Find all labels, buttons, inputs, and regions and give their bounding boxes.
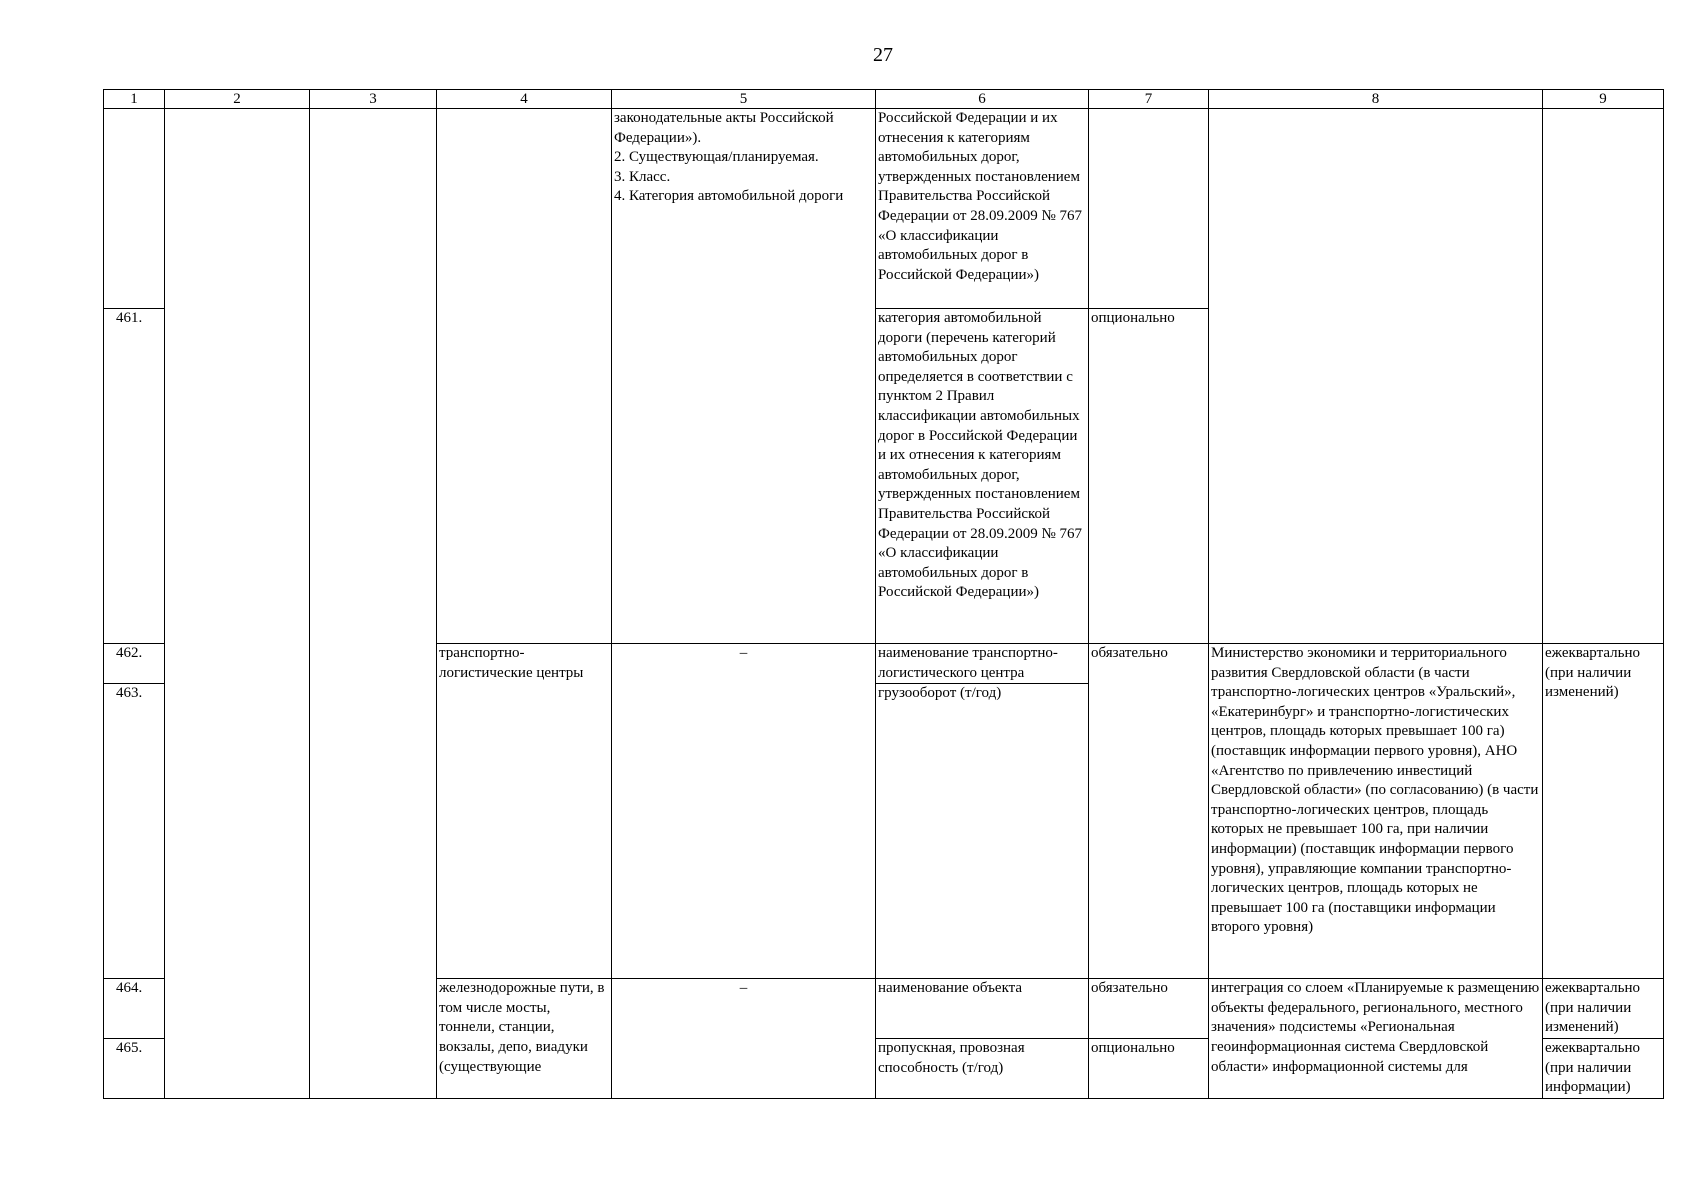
column-header: 4 <box>437 90 612 109</box>
row-number: 465. <box>104 1039 165 1099</box>
header-row <box>104 90 1664 109</box>
col9-cell: ежеквартально (при наличии изменений) <box>1543 979 1664 1039</box>
col2-cell <box>165 109 310 1099</box>
registry-table <box>103 89 1664 1099</box>
col9-cell: ежеквартально (при наличии изменений) <box>1543 644 1664 979</box>
col3-cell <box>310 109 437 1099</box>
row-number: 462. <box>104 644 165 684</box>
col6-cell: грузооборот (т/год) <box>876 684 1089 979</box>
column-header: 1 <box>104 90 165 109</box>
col5-cell: – <box>612 979 876 1099</box>
col6-cell: пропускная, провозная способность (т/год) <box>876 1039 1089 1099</box>
col8-cell: интеграция со слоем «Планируемые к размещению объекты федерального, регионального, местного значения» подсистемы «Региональная геоинформационная система Свердловской области» информационной системы для <box>1209 979 1543 1099</box>
col5-cell: законодательные акты Российской Федерации»). 2. Существующая/планируемая. 3. Класс. 4. Категория автомобильной дороги <box>612 109 876 644</box>
column-header: 2 <box>165 90 310 109</box>
col6-cell: наименование объекта <box>876 979 1089 1039</box>
column-header: 8 <box>1209 90 1543 109</box>
column-header: 5 <box>612 90 876 109</box>
col5-cell: – <box>612 644 876 979</box>
col6-cell: Российской Федерации и их отнесения к категориям автомобильных дорог, утвержденных постановлением Правительства Российской Федерации от 28.09.2009 № 767 «О классификации автомобильных дорог в Российской Федерации») <box>876 109 1089 309</box>
col6-cell: категория автомобильной дороги (перечень категорий автомобильных дорог определяется в соответствии с пунктом 2 Правил классификации автомобильных дорог в Российской Федерации и их отнесения к категориям автомобильных дорог, утвержденных постановлением Правительства Российской Федерации от 28.09.2009 № 767 «О классификации автомобильных дорог в Российской Федерации») <box>876 309 1089 644</box>
col6-cell: наименование транспортно-логистического центра <box>876 644 1089 684</box>
col8-cell <box>1209 109 1543 644</box>
row-number: 463. <box>104 684 165 979</box>
column-header: 7 <box>1089 90 1209 109</box>
col4-cell: железнодорожные пути, в том числе мосты, тоннели, станции, вокзалы, депо, виадуки (существующие <box>437 979 612 1099</box>
col8-cell: Министерство экономики и территориального развития Свердловской области (в части транспортно-логических центров «Уральский», «Екатеринбург» и транспортно-логистических центров, площадь которых превышает 100 га) (поставщик информации первого уровня), АНО «Агентство по привлечению инвестиций Свердловской области» (по согласованию) (в части транспортно-логических центров, площадь которых не превышает 100 га, при наличии информации) (поставщик информации первого уровня), управляющие компании транспортно-логических центров, площадь которых не превышает 100 га (поставщики информации второго уровня) <box>1209 644 1543 979</box>
column-header: 3 <box>310 90 437 109</box>
row-number: 461. <box>104 309 165 644</box>
col7-cell <box>1089 109 1209 309</box>
column-header: 9 <box>1543 90 1664 109</box>
row-number: 464. <box>104 979 165 1039</box>
col7-cell: обязательно <box>1089 644 1209 979</box>
col7-cell: опционально <box>1089 1039 1209 1099</box>
col9-cell <box>1543 109 1664 644</box>
page-number: 27 <box>873 44 893 66</box>
col4-cell: транспортно-логистические центры <box>437 644 612 979</box>
col7-cell: опционально <box>1089 309 1209 644</box>
col7-cell: обязательно <box>1089 979 1209 1039</box>
column-header: 6 <box>876 90 1089 109</box>
row-number-cell <box>104 109 165 309</box>
col4-cell <box>437 109 612 644</box>
col9-cell: ежеквартально (при наличии информации) <box>1543 1039 1664 1099</box>
table-row <box>104 109 1664 309</box>
